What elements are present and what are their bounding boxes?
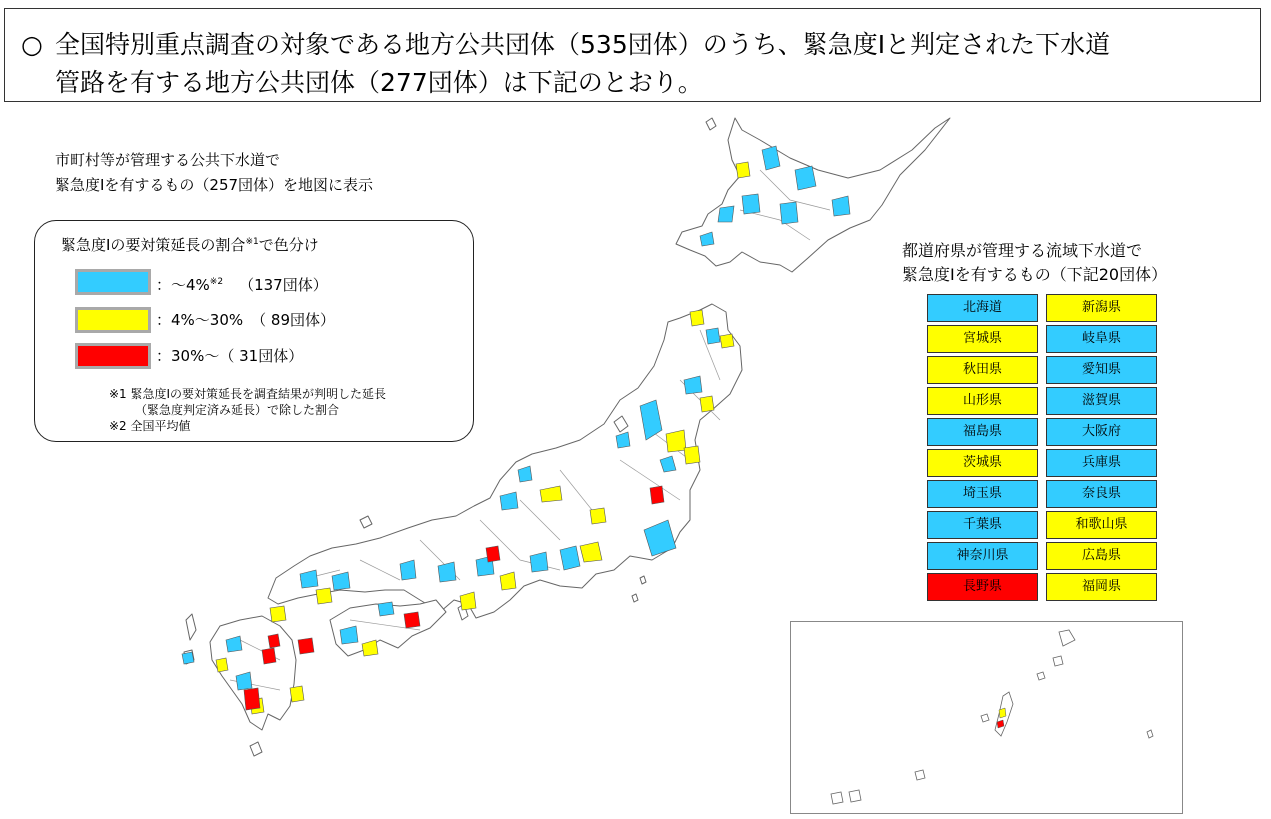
okinawa-inset-map [791,622,1184,815]
prefecture-cell: 愛知県 [1046,356,1157,384]
muni-yellow [270,606,286,622]
legend-swatch-red [75,343,151,369]
prefecture-cell: 宮城県 [927,325,1038,353]
legend-label-text: ：〜4% [156,276,210,294]
izu-islands [640,576,646,584]
iriomote-island [831,792,843,804]
legend-label-note-mark: ※2 [209,277,224,287]
muni-yellow [580,542,602,562]
muni-yellow [666,430,686,452]
tokunoshima-island [1053,656,1063,666]
header-line-2: 管路を有する地方公共団体（277団体）は下記のとおり。 [55,68,703,97]
prefecture-cell: 新潟県 [1046,294,1157,322]
prefecture-cell: 奈良県 [1046,480,1157,508]
prefecture-cell: 岐阜県 [1046,325,1157,353]
prefecture-cell: 山形県 [927,387,1038,415]
okinawa-inset [790,621,1183,814]
muni-blue [780,202,798,224]
amami-island [1059,630,1075,646]
legend-label-blue [156,273,328,294]
muni-yellow [316,588,332,604]
prefecture-cell: 福島県 [927,418,1038,446]
kume-island [981,714,989,722]
muni-yellow [216,658,228,672]
okinoerabu-island [1037,672,1045,680]
legend-title-text: 緊急度Ⅰの要対策延長の割合 [61,236,246,254]
tsushima-island [186,614,196,640]
legend-count: （ 31団体） [219,347,304,365]
yakushima-island [250,742,262,756]
legend-title-suffix: で色分け [258,236,319,254]
muni-red [404,612,420,628]
okinawa-yellow-muni [999,708,1006,718]
prefecture-cell: 兵庫県 [1046,449,1157,477]
legend-note-1-line-2: （緊急度判定済み延長）で除した割合 [135,403,340,417]
legend-label-red [156,347,303,365]
muni-yellow [684,446,700,464]
legend-label-yellow [156,311,335,329]
muni-red [298,638,314,654]
prefecture-cell: 福岡県 [1046,573,1157,601]
miyako-island [915,770,925,780]
prefecture-title-line-1: 都道府県が管理する流域下水道で [902,241,1143,260]
prefecture-cell: 千葉県 [927,511,1038,539]
muni-yellow [690,310,704,326]
muni-blue [706,328,720,344]
muni-yellow [720,334,734,348]
muni-blue [742,194,760,214]
ishigaki-island [849,790,861,802]
legend-swatch-yellow [75,307,151,333]
prefecture-cell: 滋賀県 [1046,387,1157,415]
prefecture-cell: 北海道 [927,294,1038,322]
rishiri-island [706,118,716,130]
legend-note-2: ※2 全国平均値 [109,419,191,433]
legend-title [61,233,319,254]
muni-red [486,546,500,562]
header-line-1: 全国特別重点調査の対象である地方公共団体（535団体）のうち、緊急度Ⅰと判定された下水道 [55,30,1111,59]
muni-red [262,648,276,664]
muni-red [650,486,664,504]
oki-island [360,516,372,528]
prefecture-cell: 神奈川県 [927,542,1038,570]
muni-yellow [290,686,304,702]
legend-swatch-blue [75,269,151,295]
muni-blue [795,166,816,190]
prefecture-cell: 茨城県 [927,449,1038,477]
legend-title-note-mark: ※1 [245,237,259,247]
bullet-circle: ○ [21,30,43,59]
legend-box [34,220,474,442]
legend-count: （ 89団体） [251,311,335,329]
muni-yellow [700,396,714,412]
prefecture-title-line-2: 緊急度Ⅰを有するもの（下記20団体） [902,265,1168,284]
muni-blue [378,602,394,616]
muni-blue [182,652,194,664]
prefecture-cell: 和歌山県 [1046,511,1157,539]
prefecture-cell: 長野県 [927,573,1038,601]
muni-yellow [736,162,750,178]
muni-yellow [590,508,606,524]
prefecture-cell: 埼玉県 [927,480,1038,508]
prefecture-cell: 広島県 [1046,542,1157,570]
daito-island [1147,730,1153,738]
legend-label-text: ：30%〜 [156,347,220,365]
legend-count: （137団体） [239,276,328,294]
municipal-caption-line-2: 緊急度Ⅰを有するもの（257団体）を地図に表示 [55,176,374,194]
muni-red [268,634,280,648]
legend-label-text: ：4%〜30% [156,311,244,329]
prefecture-cell: 秋田県 [927,356,1038,384]
prefecture-cell: 大阪府 [1046,418,1157,446]
izu-islands-2 [632,594,638,602]
muni-red [244,688,260,710]
legend-note-1-line-1: ※1 緊急度Ⅰの要対策延長を調査結果が判明した延長 [109,387,387,401]
muni-blue [560,546,580,570]
municipal-caption-line-1: 市町村等が管理する公共下水道で [55,151,281,169]
muni-blue [718,206,734,222]
